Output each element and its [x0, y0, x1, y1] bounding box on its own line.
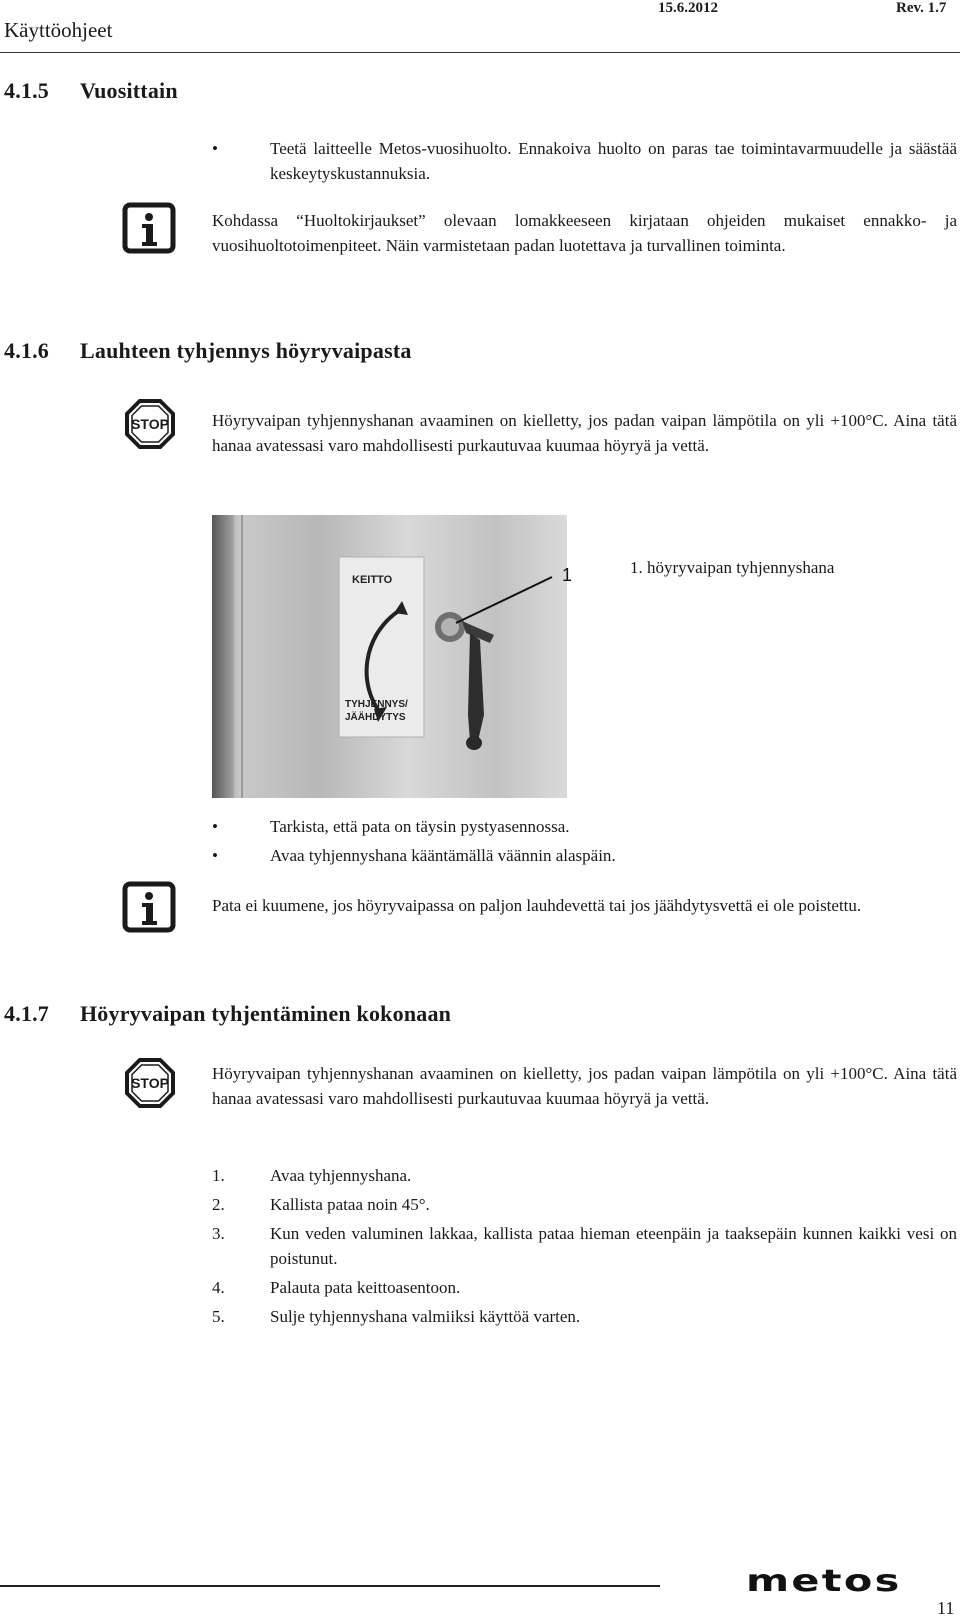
step-number: 1. [212, 1166, 225, 1185]
photo-label-keitto: KEITTO [352, 574, 393, 586]
section-heading-4-1-6 [4, 338, 412, 364]
step-item [212, 1304, 957, 1329]
step-text: Avaa tyhjennyshana. [270, 1166, 412, 1185]
info-icon [122, 202, 176, 261]
bullet-text: Tarkista, että pata on täysin pystyasennossa. [270, 817, 570, 836]
list-item [212, 843, 957, 868]
step-item [212, 1192, 957, 1217]
info-note: Kohdassa “Huoltokirjaukset” olevaan lomakkeeseen kirjataan ohjeiden mukaiset ennakko- ja vuosihuoltotoimenpiteet. Näin varmistetaan padan luotettava ja turvallinen toiminta. [212, 211, 957, 255]
section-number: 4.1.5 [4, 78, 49, 103]
section-heading-4-1-5 [4, 78, 178, 104]
photo-label-jaahdytys: JÄÄHDYTYS [345, 712, 406, 723]
section-title: Vuosittain [80, 78, 178, 103]
svg-text:STOP: STOP [131, 416, 169, 432]
list-item [212, 136, 957, 186]
warning-note: Höyryvaipan tyhjennyshanan avaaminen on kielletty, jos padan vaipan lämpötila on yli +100°C. Aina tätä hanaa avatessasi varo mahdollisesti purkautuvaa kuumaa höyryä ja vettä. [212, 411, 957, 455]
bullet-marker: • [212, 846, 218, 865]
photo-label-tyhjennys: TYHJENNYS/ [345, 699, 408, 710]
step-text: Kun veden valuminen lakkaa, kallista pataa hieman eteenpäin ja taaksepäin kunnen kaikki vesi on poistunut. [270, 1224, 957, 1268]
info-note: Pata ei kuumene, jos höyryvaipassa on paljon lauhdevettä tai jos jäähdytysvettä ei ole poistettu. [212, 896, 862, 915]
step-number: 5. [212, 1307, 225, 1326]
warning-note: Höyryvaipan tyhjennyshanan avaaminen on kielletty, jos padan vaipan lämpötila on yli +100°C. Aina tätä hanaa avatessasi varo mahdollisesti purkautuvaa kuumaa höyryä ja vettä. [212, 1064, 957, 1108]
svg-text:STOP: STOP [131, 1075, 169, 1091]
document-title: Käyttöohjeet [4, 18, 113, 42]
step-item [212, 1275, 957, 1300]
metos-logo [746, 1562, 956, 1603]
section-heading-4-1-7 [4, 1001, 451, 1027]
section-title: Höyryvaipan tyhjentäminen kokonaan [80, 1001, 452, 1026]
step-number: 4. [212, 1278, 225, 1297]
header-divider [0, 52, 960, 53]
footer-divider [0, 1585, 660, 1587]
stop-sign-icon [122, 396, 178, 457]
bullet-marker: • [212, 817, 218, 836]
bullet-text: Avaa tyhjennyshana kääntämällä väännin alaspäin. [270, 846, 616, 865]
svg-text:metos: metos [746, 1562, 902, 1599]
photo-caption: 1. höyryvaipan tyhjennyshana [630, 558, 835, 577]
step-text: Palauta pata keittoasentoon. [270, 1278, 461, 1297]
document-date: 15.6.2012 [658, 0, 718, 16]
document-revision: Rev. 1.7 [896, 0, 947, 16]
section-number: 4.1.6 [4, 338, 49, 363]
page-number: 11 [937, 1598, 955, 1618]
step-text: Sulje tyhjennyshana valmiiksi käyttöä varten. [270, 1307, 581, 1326]
bullet-marker: • [212, 139, 218, 158]
bullet-text: Teetä laitteelle Metos-vuosihuolto. Ennakoiva huolto on paras tae toimintavarmuudelle ja säästää keskeytyskustannuksia. [270, 139, 957, 183]
step-item [212, 1221, 957, 1271]
photo-callout-number: 1 [562, 565, 573, 585]
section-number: 4.1.7 [4, 1001, 49, 1026]
info-icon [122, 881, 176, 940]
step-number: 2. [212, 1195, 225, 1214]
step-number: 3. [212, 1224, 225, 1243]
section-title: Lauhteen tyhjennys höyryvaipasta [80, 338, 412, 363]
step-text: Kallista pataa noin 45°. [270, 1195, 430, 1214]
stop-sign-icon [122, 1055, 178, 1116]
step-item [212, 1163, 957, 1188]
list-item [212, 814, 957, 839]
drain-valve-photo [212, 515, 573, 798]
